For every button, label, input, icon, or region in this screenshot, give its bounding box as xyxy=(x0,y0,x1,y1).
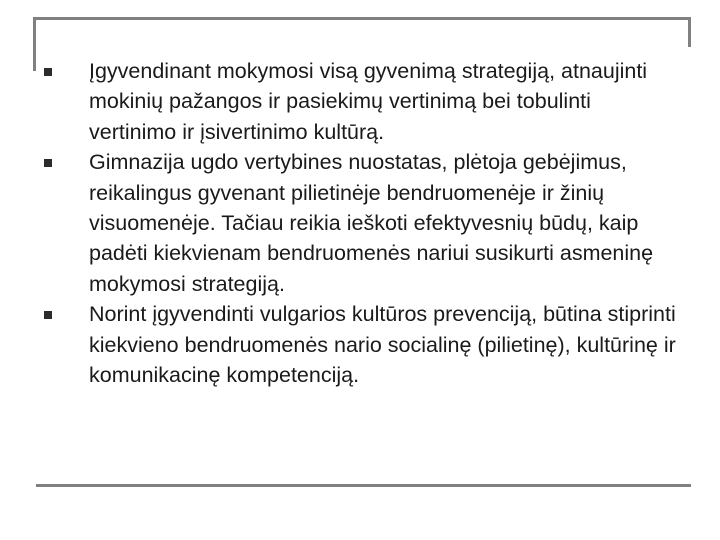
frame-bottom-line xyxy=(36,484,691,487)
square-bullet-icon xyxy=(44,159,52,167)
list-item-text: Norint įgyvendinti vulgarios kultūros prevenciją, būtina stiprinti kiekvieno bendruomenės nario socialinę (pilietinę), kultūrinę ir komunikacinę kompetenciją. xyxy=(89,302,676,388)
list-item-text: Gimnazija ugdo vertybines nuostatas, plėtoja gebėjimus, reikalingus gyvenant pilietinėje bendruomenėje ir žinių visuomenėje. Tačiau reikia ieškoti efektyvesnių būdų, kaip padėti kiekvienam bendruomenės nariui susikurti asmeninę mokymosi strategiją. xyxy=(89,150,654,296)
list-item-text: Įgyvendinant mokymosi visą gyvenimą strategiją, atnaujinti mokinių pažangos ir pasiekimų vertinimą bei tobulinti vertinimo ir įsivertinimo kultūrą. xyxy=(89,59,648,144)
frame-left-line xyxy=(33,17,36,71)
square-bullet-icon xyxy=(44,311,52,319)
list-item xyxy=(44,299,684,390)
square-bullet-icon xyxy=(44,68,52,76)
list-item xyxy=(44,147,684,299)
frame-top-line xyxy=(33,17,691,20)
frame-right-line xyxy=(688,17,691,47)
bullet-list xyxy=(44,56,684,390)
list-item xyxy=(44,56,684,147)
